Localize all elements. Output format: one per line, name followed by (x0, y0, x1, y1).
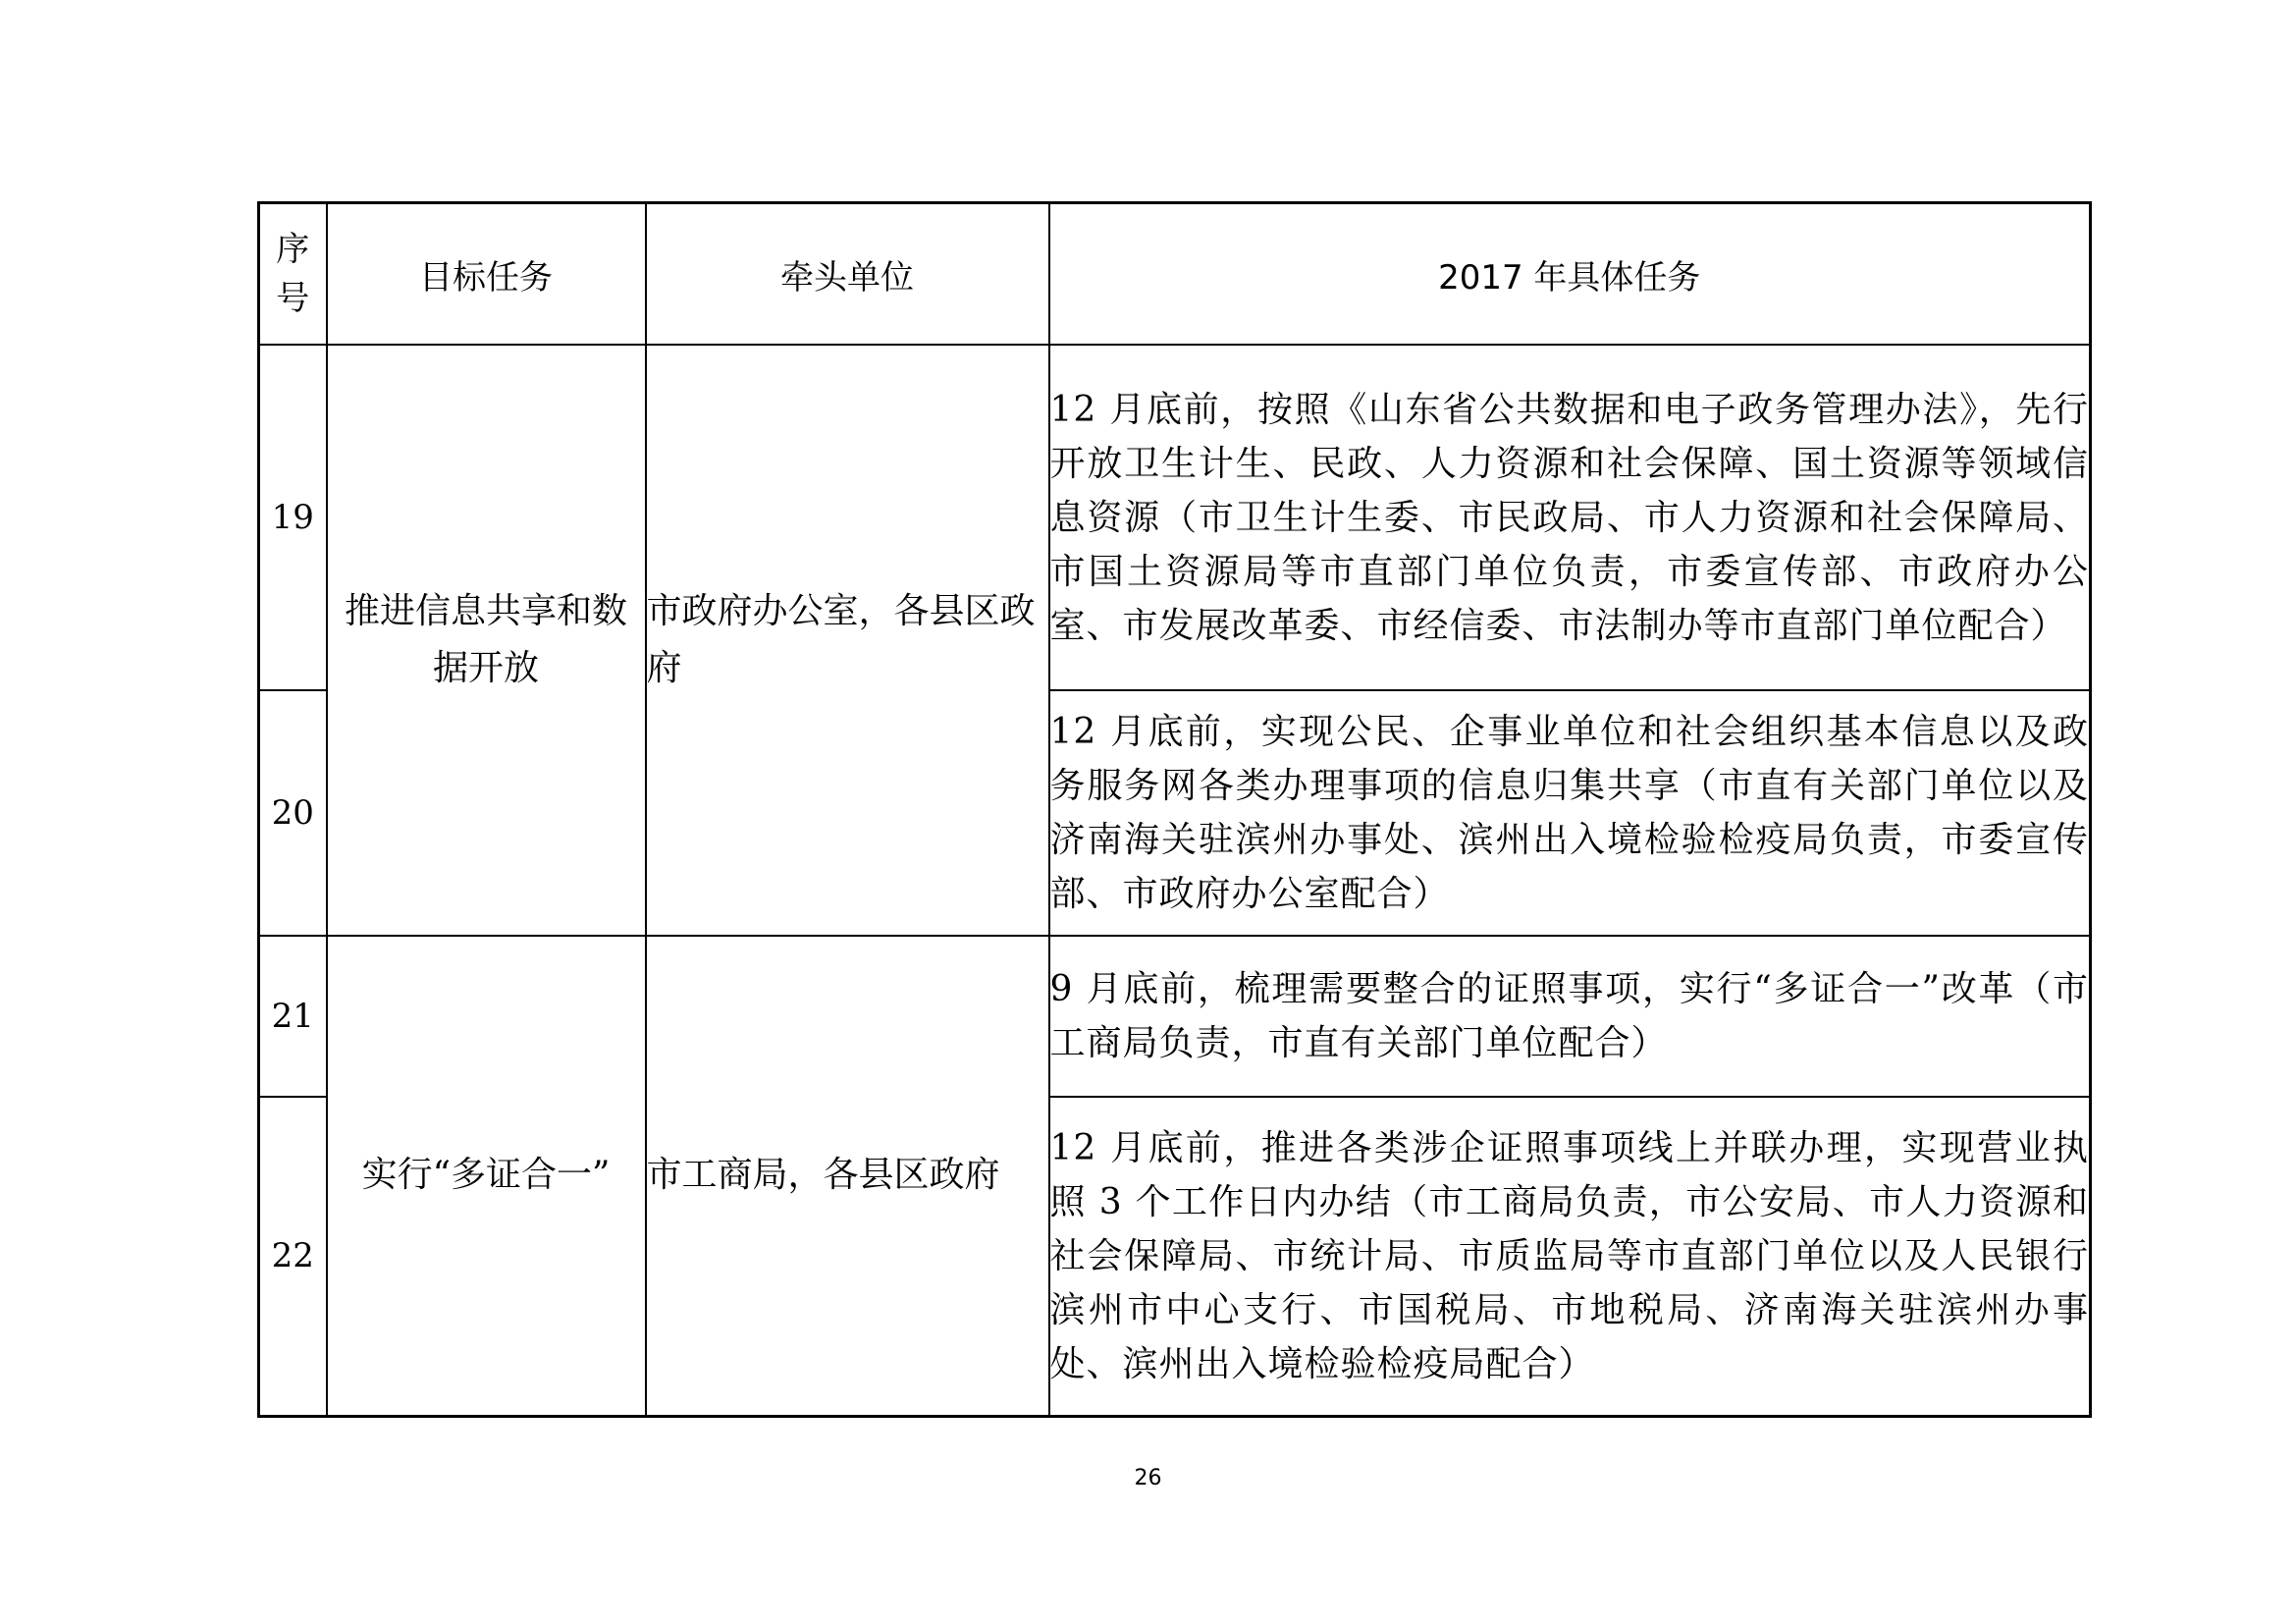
table-row (259, 345, 2091, 690)
header-lead: 牵头单位 (646, 203, 1049, 346)
row-seq: 19 (259, 345, 327, 690)
task-cell: 12 月底前，推进各类涉企证照事项线上并联办理，实现营业执照 3 个工作日内办结（市工商局负责，市公安局、市人力资源和社会保障局、市统计局、市质监局等市直部门单位以及人民银行滨州市中心支行、市国税局、市地税局、济南海关驻滨州办事处、滨州出入境检验检疫局配合） (1049, 1097, 2091, 1416)
header-goal: 目标任务 (327, 203, 646, 346)
header-seq: 序号 (259, 203, 327, 346)
table-row (259, 936, 2091, 1097)
header-task: 2017 年具体任务 (1049, 203, 2091, 346)
task-cell: 9 月底前，梳理需要整合的证照事项，实行“多证合一”改革（市工商局负责，市直有关部门单位配合） (1049, 936, 2091, 1097)
row-seq: 20 (259, 690, 327, 936)
lead-unit-cell: 市政府办公室，各县区政府 (646, 345, 1049, 936)
page-number: 26 (1134, 1466, 1162, 1490)
row-seq: 21 (259, 936, 327, 1097)
table-header-row (259, 203, 2091, 346)
task-table (257, 201, 2092, 1418)
task-cell: 12 月底前，按照《山东省公共数据和电子政务管理办法》，先行开放卫生计生、民政、人力资源和社会保障、国土资源等领域信息资源（市卫生计生委、市民政局、市人力资源和社会保障局、市国土资源局等市直部门单位负责，市委宣传部、市政府办公室、市发展改革委、市经信委、市法制办等市直部门单位配合） (1049, 345, 2091, 690)
task-cell: 12 月底前，实现公民、企事业单位和社会组织基本信息以及政务服务网各类办理事项的信息归集共享（市直有关部门单位以及济南海关驻滨州办事处、滨州出入境检验检疫局负责，市委宣传部、市政府办公室配合） (1049, 690, 2091, 936)
goal-cell: 实行“多证合一” (327, 936, 646, 1416)
lead-unit-cell: 市工商局，各县区政府 (646, 936, 1049, 1416)
goal-cell: 推进信息共享和数据开放 (327, 345, 646, 936)
row-seq: 22 (259, 1097, 327, 1416)
